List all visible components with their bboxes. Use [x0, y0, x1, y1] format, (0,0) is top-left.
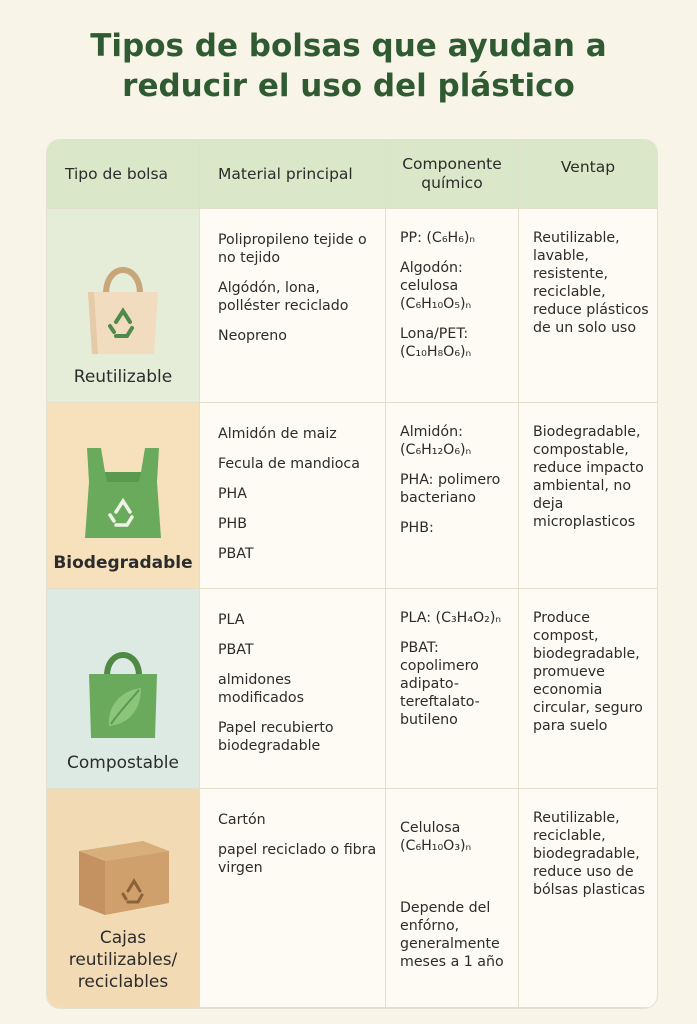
material-item: Almidón de maiz	[218, 426, 337, 442]
title-line-1: Tipos de bolsas que ayudan a	[90, 28, 607, 64]
header-material: Material principal	[200, 140, 386, 209]
tote-bag-recycle-icon	[80, 256, 166, 356]
row-type-label: Biodegradable	[53, 553, 193, 573]
material-item: Papel recubierto biodegradable	[218, 720, 334, 754]
header-component	[386, 140, 519, 209]
chemical-item: PHA: polimero bacteriano	[400, 472, 501, 506]
material-item: Neopreno	[218, 328, 287, 344]
row-compostable-advantages: Produce compost, biodegradable, promueve economia circular, seguro para suelo	[519, 589, 657, 789]
material-item: Algódón, lona, polléster reciclado	[218, 280, 349, 314]
row-biodegradable-advantages: Biodegradable, compostable, reduce impacto ambiental, no deja microplasticos	[519, 403, 657, 589]
row-cajas-chemicals	[386, 789, 519, 1008]
header-component-line-1: Componente	[402, 155, 502, 173]
row-reutilizable-chemicals	[386, 209, 519, 403]
row-compostable-chemicals	[386, 589, 519, 789]
material-item: PHA	[218, 486, 247, 502]
row-type-label: Reutilizable	[73, 367, 173, 387]
material-item: Polipropileno tejide o no tejido	[218, 232, 367, 266]
chemical-item: PLA: (C₃H₄O₂)ₙ	[400, 610, 502, 626]
row-cajas-type	[47, 789, 200, 1008]
row-biodegradable-materials	[200, 403, 386, 589]
chemical-item: Celulosa (C₆H₁₀O₃)ₙ	[400, 820, 472, 854]
material-item: PHB	[218, 516, 247, 532]
material-item: Fecula de mandioca	[218, 456, 360, 472]
shopping-bag-recycle-icon	[81, 442, 165, 542]
row-compostable-materials	[200, 589, 386, 789]
row-reutilizable-advantages: Reutilizable, lavable, resistente, reciclable, reduce plásticos de un solo uso	[519, 209, 657, 403]
material-item: PBAT	[218, 642, 254, 658]
row-reutilizable-type	[47, 209, 200, 403]
row-reutilizable-materials	[200, 209, 386, 403]
title-line-2: reducir el uso del plástico	[122, 68, 575, 104]
chemical-item: PP: (C₆H₆)ₙ	[400, 230, 476, 246]
material-item: Cartón	[218, 812, 266, 828]
material-item: PBAT	[218, 546, 254, 562]
row-compostable-type	[47, 589, 200, 789]
header-component-line-2: químico	[421, 174, 483, 192]
row-biodegradable-type	[47, 403, 200, 589]
row-cajas-advantages: Reutilizable, reciclable, biodegradable, reduce uso de bólsas plasticas	[519, 789, 657, 1008]
material-item: papel reciclado o fibra virgen	[218, 842, 377, 876]
bag-types-table	[46, 139, 658, 1009]
row-type-label: Cajas reutilizables/ reciclables	[68, 928, 178, 992]
chemical-item: Algodón: celulosa (C₆H₁₀O₅)ₙ	[400, 260, 472, 312]
header-advantage: Ventap	[519, 140, 657, 209]
chemical-item: PBAT: copolimero adipato-tereftalato-butileno	[400, 640, 480, 728]
row-cajas-materials	[200, 789, 386, 1008]
material-item: PLA	[218, 612, 245, 628]
chemical-item: PHB:	[400, 520, 434, 536]
cardboard-box-recycle-icon	[73, 837, 173, 917]
row-type-label: Compostable	[67, 753, 179, 773]
row-biodegradable-chemicals	[386, 403, 519, 589]
chemical-item: Depende del enfórno, generalmente meses a 1 año	[400, 900, 504, 970]
header-type: Tipo de bolsa	[47, 140, 200, 209]
chemical-item: Lona/PET: (C₁₀H₈O₆)ₙ	[400, 326, 472, 360]
material-item: almidones modificados	[218, 672, 304, 706]
page-title	[0, 26, 697, 106]
leaf-bag-icon	[83, 642, 163, 742]
chemical-item: Almidón: (C₆H₁₂O₆)ₙ	[400, 424, 472, 458]
